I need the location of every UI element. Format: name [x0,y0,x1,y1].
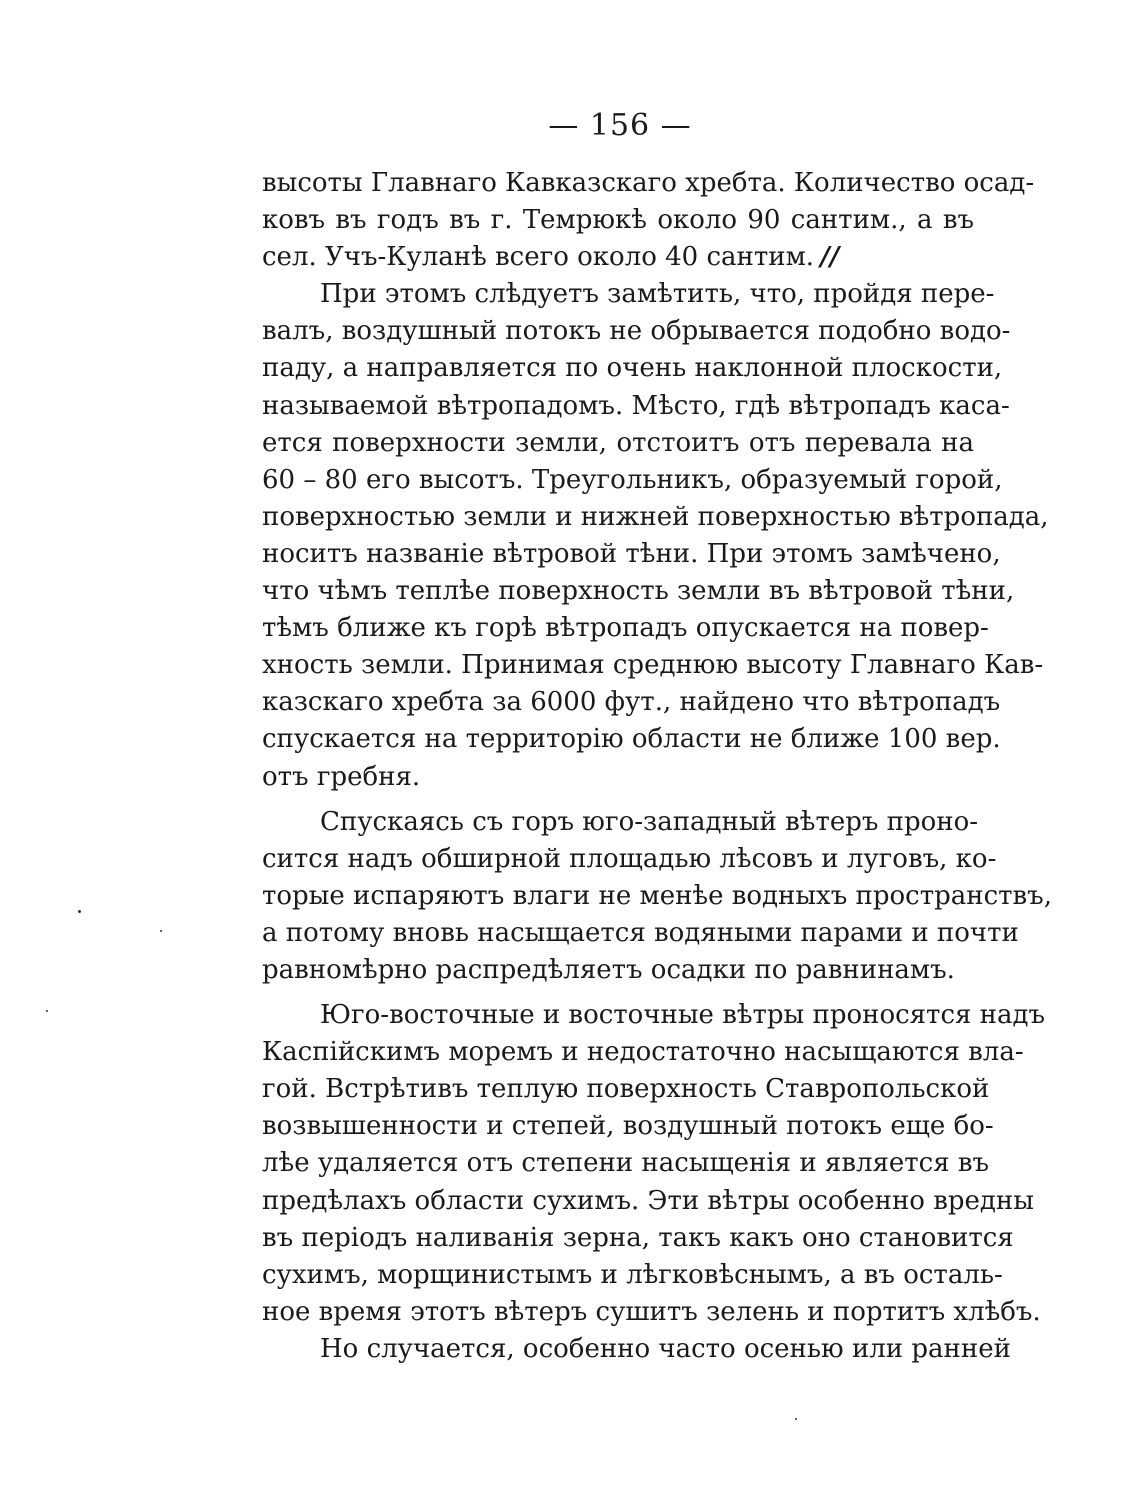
text-line: При этомъ слѣдуетъ замѣтить, что, пройдя пере- [320,279,995,310]
body-text [262,165,1052,1368]
text-line: возвышенности и степей, воздушный потокъ еще бо- [262,1111,994,1142]
scan-speck [78,910,81,913]
text-line: Каспійскимъ моремъ и недостаточно насыщаются вла- [262,1037,1024,1068]
paragraph-1 [262,165,1035,276]
text-line: высоты Главнаго Кавказскаго хребта. Количество осад- [262,168,1035,198]
paragraph-3 [262,804,1052,989]
text-line: ное время этотъ вѣтеръ сушитъ зелень и портитъ хлѣбъ. [262,1296,1041,1327]
text-line: гой. Встрѣтивъ теплую поверхность Ставропольской [262,1074,990,1105]
text-line-content: сел. Учъ-Куланѣ всего около 40 сантим. [262,242,815,273]
text-line: Спускаясь съ горъ юго-западный вѣтеръ проно- [320,806,979,837]
text-line-last [262,239,974,276]
text-line: тѣмъ ближе къ горѣ вѣтропадъ опускается на повер- [262,613,989,644]
text-line: носитъ названіе вѣтровой тѣни. При этомъ замѣчено, [262,538,1001,569]
text-line: а потому вновь насыщается водяными парами и почти [262,917,1019,948]
text-line: что чѣмъ теплѣе поверхность земли въ вѣтровой тѣни, [262,576,1015,607]
text-line: сится надъ обширной площадью лѣсовъ и луговъ, ко- [262,843,997,874]
text-line: ковъ въ годъ въ г. Темрюкѣ около 90 сантим., а въ [262,205,974,236]
paragraph-gap [262,989,974,997]
text-line-last: отъ гребня. [262,761,421,792]
text-line-last: равномѣрно распредѣляетъ осадки по равнинамъ. [262,954,955,985]
scan-speck [160,930,162,932]
text-line: сухимъ, морщинистымъ и лѣгковѣснымъ, а въ осталь- [262,1259,1003,1290]
text-line: торые испаряютъ влаги не менѣе водныхъ пространствъ, [262,880,1052,911]
text-line: валъ, воздушный потокъ не обрывается подобно водо- [262,316,1011,347]
text-line: Но случается, особенно часто осенью или ранней [320,1333,1011,1364]
paragraph-gap [262,796,974,804]
paragraph-4 [262,997,1046,1331]
text-line: предѣлахъ области сухимъ. Эти вѣтры особенно вредны [262,1185,1034,1216]
text-line: лѣе удаляется отъ степени насыщенія и является въ [262,1148,990,1179]
scan-speck [46,1010,48,1012]
text-line: казскаго хребта за 6000 фут., найдено что вѣтропадъ [262,687,1001,718]
text-line: ется поверхности земли, отстоитъ отъ перевала на [262,427,974,458]
paragraph-5 [262,1331,1011,1368]
text-line: спускается на территорію области не ближе 100 вер. [262,724,1001,755]
text-line: хность земли. Принимая среднюю высоту Главнаго Кав- [262,650,1044,681]
text-line: 60 – 80 его высотъ. Треугольникъ, образуемый горой, [262,464,1003,495]
text-line: паду, а направляется по очень наклонной плоскости, [262,353,1003,384]
text-line: въ періодъ наливанія зерна, такъ какъ оно становится [262,1222,1014,1253]
text-line: называемой вѣтропадомъ. Мѣсто, гдѣ вѣтропадъ каса- [262,390,1010,421]
paragraph-2 [262,276,1049,795]
page-number: — 156 — [548,108,692,143]
scan-speck [795,1418,797,1420]
text-line: Юго-восточные и восточные вѣтры проносятся надъ [320,1000,1046,1031]
text-line: поверхностью земли и нижней поверхностью вѣтропада, [262,501,1049,532]
editorial-mark: // [820,242,840,273]
